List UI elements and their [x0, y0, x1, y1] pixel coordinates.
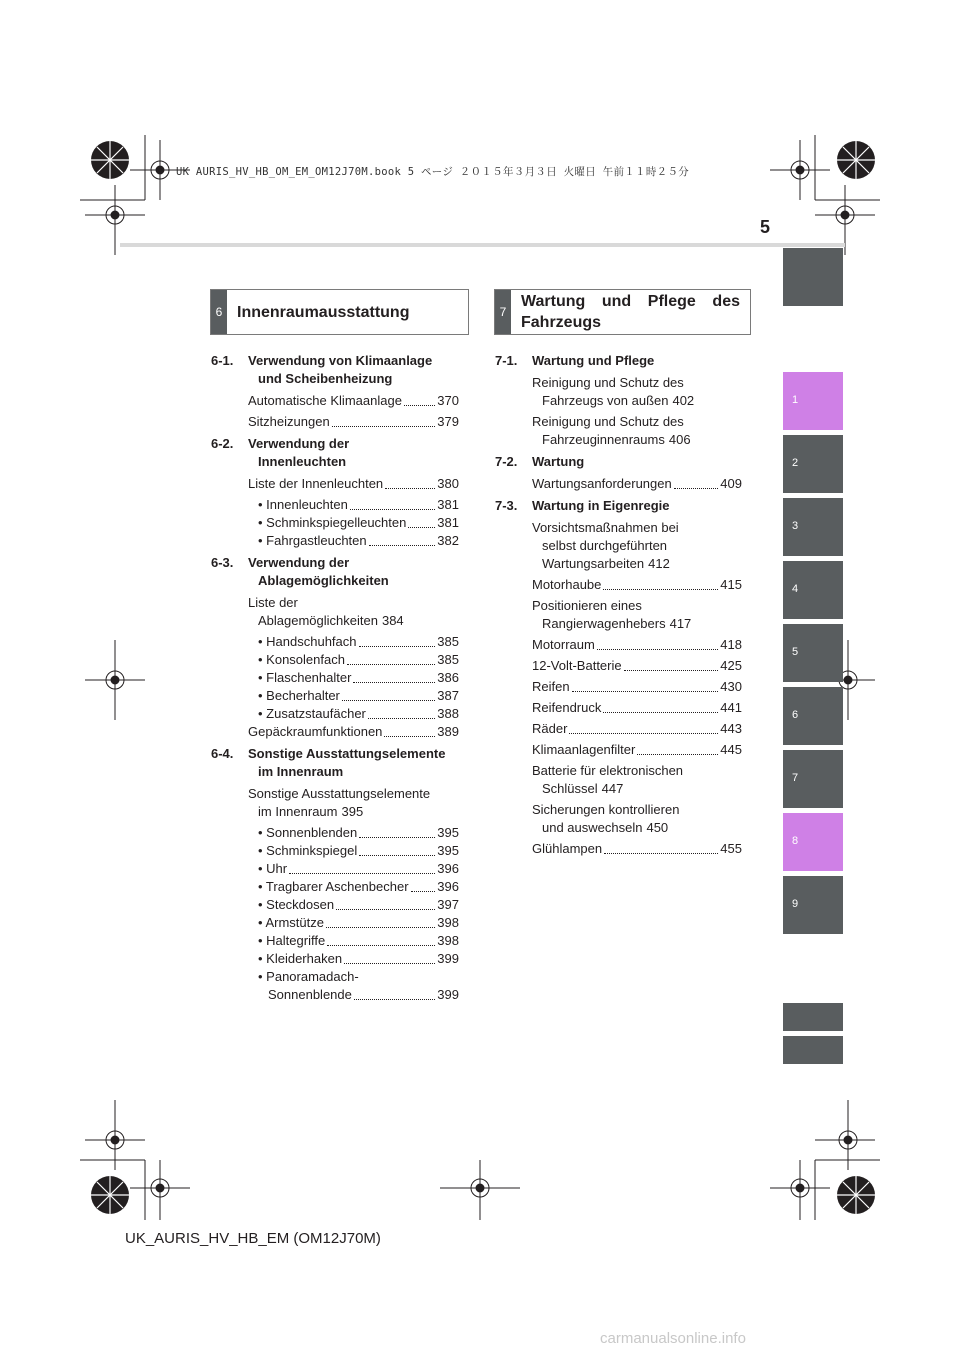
page-ref: 399 [437, 987, 459, 1002]
toc-entry-text: • Steckdosen [258, 897, 335, 912]
subsection-heading [211, 435, 459, 471]
chapter-tab-label: 7 [792, 772, 799, 784]
toc-group [211, 435, 459, 550]
chapter-tab-label: 2 [792, 457, 799, 469]
chapter-tab-label: 5 [792, 646, 799, 658]
page-ref: 381 [437, 515, 459, 530]
chapter-tab-blank-10[interactable] [783, 1003, 843, 1031]
toc-entry-text: Sitzheizungen [248, 414, 330, 429]
toc-entry [495, 699, 742, 717]
book-stamp: UK AURIS_HV_HB_OM_EM_OM12J70M.book 5 ページ ２０１５年３月３日 火曜日 午前１１時２５分 [176, 166, 690, 178]
toc-entry-line: • Panoramadach- [258, 969, 359, 984]
dot-leader [336, 909, 435, 910]
toc-group [211, 352, 459, 431]
toc-column-6 [211, 352, 459, 1008]
subsection-number: 6-3. [211, 555, 234, 570]
toc-entry-text: Schlüssel [542, 781, 598, 796]
page-ref: 382 [437, 533, 459, 548]
dot-leader [327, 945, 435, 946]
chapter-tab-label: 3 [792, 520, 799, 532]
toc-entry-line: Sonstige Ausstattungselemente [248, 786, 431, 801]
dot-leader [369, 545, 436, 546]
toc-entry-text: • Handschuhfach [258, 634, 357, 649]
chapter-tab-3[interactable] [783, 498, 843, 556]
toc-entry [495, 519, 742, 573]
toc-entry-line [248, 392, 459, 410]
toc-entry-line [258, 878, 459, 896]
dot-leader [342, 700, 435, 701]
toc-group [495, 453, 742, 493]
subsection-number: 6-1. [211, 353, 234, 368]
dot-leader [332, 426, 436, 427]
toc-entry-line [532, 576, 742, 594]
dot-leader [597, 649, 718, 650]
chapter-tab-5[interactable] [783, 624, 843, 682]
page-ref: 395 [341, 804, 364, 819]
toc-entry [495, 840, 742, 858]
toc-entry-line [258, 860, 459, 878]
toc-entry-line [258, 669, 459, 687]
page-number: 5 [760, 217, 771, 237]
toc-bullet-item [211, 842, 459, 860]
toc-entry-line [248, 803, 459, 821]
toc-entry-text: • Zusatzstaufächer [258, 706, 366, 721]
page-ref: 425 [720, 658, 742, 673]
page-ref: 430 [720, 679, 742, 694]
subsection-title-line: im Innenraum [258, 764, 344, 779]
subsection-title-line: Sonstige Ausstattungselemente [248, 746, 446, 761]
subsection-title-line: Verwendung von Klimaanlage [248, 353, 433, 368]
subsection-heading [211, 745, 459, 781]
chapter-tab-6[interactable] [783, 687, 843, 745]
toc-entry-line [248, 723, 459, 741]
toc-entry [211, 475, 459, 493]
toc-entry-line: Vorsichtsmaßnahmen bei [532, 520, 679, 535]
toc-entry-line [532, 431, 742, 449]
subsection-title-line: Wartung und Pflege [532, 353, 655, 368]
toc-entry-text: Rangierwagenhebers [542, 616, 666, 631]
chapter-tab-8[interactable] [783, 813, 843, 871]
toc-entry-line [258, 687, 459, 705]
toc-entry-line [258, 705, 459, 723]
toc-entry [495, 762, 742, 798]
toc-entry [211, 594, 459, 630]
subsection-title-line: Verwendung der [248, 436, 350, 451]
toc-entry-text: • Flaschenhalter [258, 670, 352, 685]
toc-entry-text: • Becherhalter [258, 688, 340, 703]
dot-leader [326, 927, 435, 928]
toc-bullet-item [211, 950, 459, 968]
toc-entry-line [258, 932, 459, 950]
dot-leader [408, 527, 435, 528]
toc-group [211, 745, 459, 1004]
toc-entry-line [258, 496, 459, 514]
page-ref: 386 [437, 670, 459, 685]
dot-leader [637, 754, 718, 755]
toc-entry-line [532, 615, 742, 633]
toc-entry-line [258, 514, 459, 532]
chapter-tab-label: 1 [792, 394, 799, 406]
toc-entry-text: 12-Volt-Batterie [532, 658, 622, 673]
toc-entry-line [258, 896, 459, 914]
page-ref: 380 [437, 476, 459, 491]
dot-leader [344, 963, 435, 964]
dot-leader [603, 712, 718, 713]
toc-entry-line [258, 950, 459, 968]
page-ref: 415 [720, 577, 742, 592]
dot-leader [359, 837, 435, 838]
toc-entry-line [258, 633, 459, 651]
page-ref: 450 [646, 820, 669, 835]
toc-entry-line [532, 741, 742, 759]
toc-entry-text: Wartungsarbeiten [542, 556, 645, 571]
toc-entry-text: Motorraum [532, 637, 595, 652]
dot-leader [603, 589, 718, 590]
dot-leader [572, 691, 719, 692]
toc-entry-text: Fahrzeuginnenraums [542, 432, 665, 447]
toc-entry [495, 678, 742, 696]
document-code: UK_AURIS_HV_HB_EM (OM12J70M) [125, 1230, 381, 1247]
page-ref: 455 [720, 841, 742, 856]
dot-leader [359, 646, 436, 647]
page-ref: 417 [669, 616, 692, 631]
toc-entry-line: selbst durchgeführten [542, 538, 668, 553]
toc-entry-line [532, 840, 742, 858]
toc-entry-line [248, 475, 459, 493]
toc-entry-text: • Tragbarer Aschenbecher [258, 879, 409, 894]
dot-leader [289, 873, 435, 874]
section-6-header [210, 289, 469, 335]
toc-group [495, 497, 742, 858]
page-ref: 398 [437, 915, 459, 930]
toc-bullet-item [211, 651, 459, 669]
toc-entry-text: Automatische Klimaanlage [248, 393, 402, 408]
page-ref: 443 [720, 721, 742, 736]
page-ref: 441 [720, 700, 742, 715]
toc-bullet-item [211, 824, 459, 842]
page-ref: 370 [437, 393, 459, 408]
toc-bullet-item [211, 932, 459, 950]
page-ref: 399 [437, 951, 459, 966]
page-ref: 389 [437, 724, 459, 739]
toc-entry-line [532, 720, 742, 738]
dot-leader [368, 718, 435, 719]
toc-entry-line [532, 475, 742, 493]
toc-bullet-item [211, 514, 459, 532]
dot-leader [350, 509, 435, 510]
subsection-title-line: Wartung in Eigenregie [532, 498, 670, 513]
subsection-title-line: Wartung [532, 454, 585, 469]
toc-entry-line [532, 699, 742, 717]
subsection-number: 7-1. [495, 353, 518, 368]
toc-entry [495, 597, 742, 633]
toc-entry [495, 475, 742, 493]
toc-entry-text: • Kleiderhaken [258, 951, 343, 966]
section-6-title: Innenraumausstattung [237, 303, 410, 321]
toc-entry-text: Reifen [532, 679, 570, 694]
watermark: carmanualsonline.info [600, 1330, 746, 1347]
toc-entry-line [532, 555, 742, 573]
toc-entry [495, 413, 742, 449]
dot-leader [347, 664, 435, 665]
toc-entry [211, 413, 459, 431]
toc-entry-line [248, 612, 459, 630]
chapter-tab-blank-11[interactable] [783, 1036, 843, 1064]
toc-entry [495, 636, 742, 654]
toc-entry-line [248, 413, 459, 431]
toc-entry-text: Reifendruck [532, 700, 602, 715]
subsection-title-line: Innenleuchten [258, 454, 347, 469]
toc-entry-line [258, 914, 459, 932]
toc-entry [211, 723, 459, 741]
toc-entry-text: und auswechseln [542, 820, 643, 835]
toc-entry-line [258, 532, 459, 550]
toc-entry [211, 785, 459, 821]
chapter-tab-blank-0[interactable] [783, 248, 843, 306]
chapter-tab-2[interactable] [783, 435, 843, 493]
dot-leader [569, 733, 718, 734]
toc-entry-text: Gepäckraumfunktionen [248, 724, 383, 739]
toc-entry-line: Reinigung und Schutz des [532, 414, 684, 429]
chapter-tab-label: 4 [792, 583, 799, 595]
page-ref: 397 [437, 897, 459, 912]
toc-bullet-item [211, 633, 459, 651]
toc-bullet-item [211, 669, 459, 687]
page-ref: 406 [668, 432, 691, 447]
toc-bullet-item [211, 532, 459, 550]
toc-entry-text: Räder [532, 721, 568, 736]
toc-entry [495, 741, 742, 759]
page-ref: 385 [437, 634, 459, 649]
section-6-number: 6 [211, 290, 227, 334]
toc-entry-line [258, 842, 459, 860]
toc-entry-text: Sonnenblende [268, 987, 352, 1002]
subsection-number: 6-4. [211, 746, 234, 761]
subsection-heading [211, 352, 459, 388]
section-7-title: Wartung und Pflege des Fahrzeugs [521, 293, 740, 331]
toc-bullet-item [211, 860, 459, 878]
toc-entry-line: Reinigung und Schutz des [532, 375, 684, 390]
toc-entry [495, 374, 742, 410]
page-ref: 395 [437, 843, 459, 858]
toc-entry-line: Sicherungen kontrollieren [532, 802, 680, 817]
subsection-heading [495, 497, 742, 515]
toc-entry-text: • Uhr [258, 861, 288, 876]
toc-entry [495, 657, 742, 675]
section-7-number: 7 [495, 290, 511, 334]
toc-bullet-item [211, 914, 459, 932]
toc-entry-text: Motorhaube [532, 577, 602, 592]
chapter-tab-label: 9 [792, 898, 799, 910]
toc-entry-line [258, 651, 459, 669]
page-ref: 412 [648, 556, 670, 571]
dot-leader [354, 999, 435, 1000]
dot-leader [404, 405, 435, 406]
toc-entry-line [532, 819, 742, 837]
subsection-title-line: und Scheibenheizung [258, 371, 393, 386]
toc-entry-line [532, 636, 742, 654]
page-ref: 418 [720, 637, 742, 652]
page-ref: 395 [437, 825, 459, 840]
toc-entry-text: Ablagemöglichkeiten [258, 613, 378, 628]
toc-entry-line [258, 986, 459, 1004]
dot-leader [385, 488, 435, 489]
page-ref: 384 [381, 613, 404, 628]
toc-entry-text: • Schminkspiegelleuchten [258, 515, 407, 530]
page-ref: 396 [437, 879, 459, 894]
toc-entry-text: Glühlampen [532, 841, 603, 856]
dot-leader [604, 853, 718, 854]
dot-leader [353, 682, 435, 683]
chapter-tab-label: 6 [792, 709, 799, 721]
toc-entry-line [532, 780, 742, 798]
toc-entry-text: • Sonnenblenden [258, 825, 358, 840]
toc-entry-text: im Innenraum [258, 804, 338, 819]
toc-entry-line [532, 657, 742, 675]
top-rule [120, 243, 845, 247]
page-ref: 396 [437, 861, 459, 876]
subsection-number: 7-3. [495, 498, 518, 513]
toc-entry-line: Batterie für elektronischen [532, 763, 684, 778]
toc-entry-text: Wartungsanforderungen [532, 476, 672, 491]
dot-leader [384, 736, 435, 737]
toc-entry-text: Liste der Innenleuchten [248, 476, 384, 491]
chapter-tab-7[interactable] [783, 750, 843, 808]
toc-bullet-item [211, 968, 459, 1004]
page-ref: 385 [437, 652, 459, 667]
toc-bullet-item [211, 878, 459, 896]
toc-entry-text: • Innenleuchten [258, 497, 348, 512]
toc-entry [211, 392, 459, 410]
subsection-heading [495, 352, 742, 370]
toc-group [495, 352, 742, 449]
toc-bullet-item [211, 705, 459, 723]
page-ref: 379 [437, 414, 459, 429]
toc-entry-line [258, 824, 459, 842]
subsection-number: 6-2. [211, 436, 234, 451]
toc-entry [495, 801, 742, 837]
page-ref: 387 [437, 688, 459, 703]
toc-bullet-item [211, 896, 459, 914]
page-ref: 402 [672, 393, 695, 408]
toc-entry-text: • Fahrgastleuchten [258, 533, 367, 548]
chapter-tab-1[interactable] [783, 372, 843, 430]
dot-leader [359, 855, 435, 856]
chapter-tab-label: 8 [792, 835, 799, 847]
page-ref: 388 [437, 706, 459, 721]
toc-entry [495, 576, 742, 594]
dot-leader [624, 670, 719, 671]
subsection-heading [495, 453, 742, 471]
toc-entry-text: • Haltegriffe [258, 933, 326, 948]
section-7-header [494, 289, 751, 335]
chapter-tab-9[interactable] [783, 876, 843, 934]
toc-entry-line [532, 392, 742, 410]
toc-group [211, 554, 459, 741]
toc-bullet-item [211, 496, 459, 514]
toc-entry-line: Positionieren eines [532, 598, 642, 613]
chapter-tab-4[interactable] [783, 561, 843, 619]
page-ref: 398 [437, 933, 459, 948]
page-ref: 447 [601, 781, 624, 796]
toc-entry-text: Klimaanlagenfilter [532, 742, 636, 757]
toc-entry [495, 720, 742, 738]
dot-leader [674, 488, 719, 489]
toc-entry-text: • Armstütze [258, 915, 324, 930]
subsection-number: 7-2. [495, 454, 518, 469]
toc-entry-text: • Schminkspiegel [258, 843, 358, 858]
subsection-title-line: Verwendung der [248, 555, 350, 570]
page-ref: 409 [720, 476, 742, 491]
toc-entry-text: • Konsolenfach [258, 652, 345, 667]
subsection-title-line: Ablagemöglichkeiten [258, 573, 389, 588]
subsection-heading [211, 554, 459, 590]
dot-leader [411, 891, 436, 892]
toc-entry-line: Liste der [248, 595, 298, 610]
toc-entry-text: Fahrzeugs von außen [542, 393, 669, 408]
toc-entry-line [532, 678, 742, 696]
toc-column-7 [495, 352, 742, 862]
toc-bullet-item [211, 687, 459, 705]
page-ref: 381 [437, 497, 459, 512]
page-ref: 445 [720, 742, 742, 757]
